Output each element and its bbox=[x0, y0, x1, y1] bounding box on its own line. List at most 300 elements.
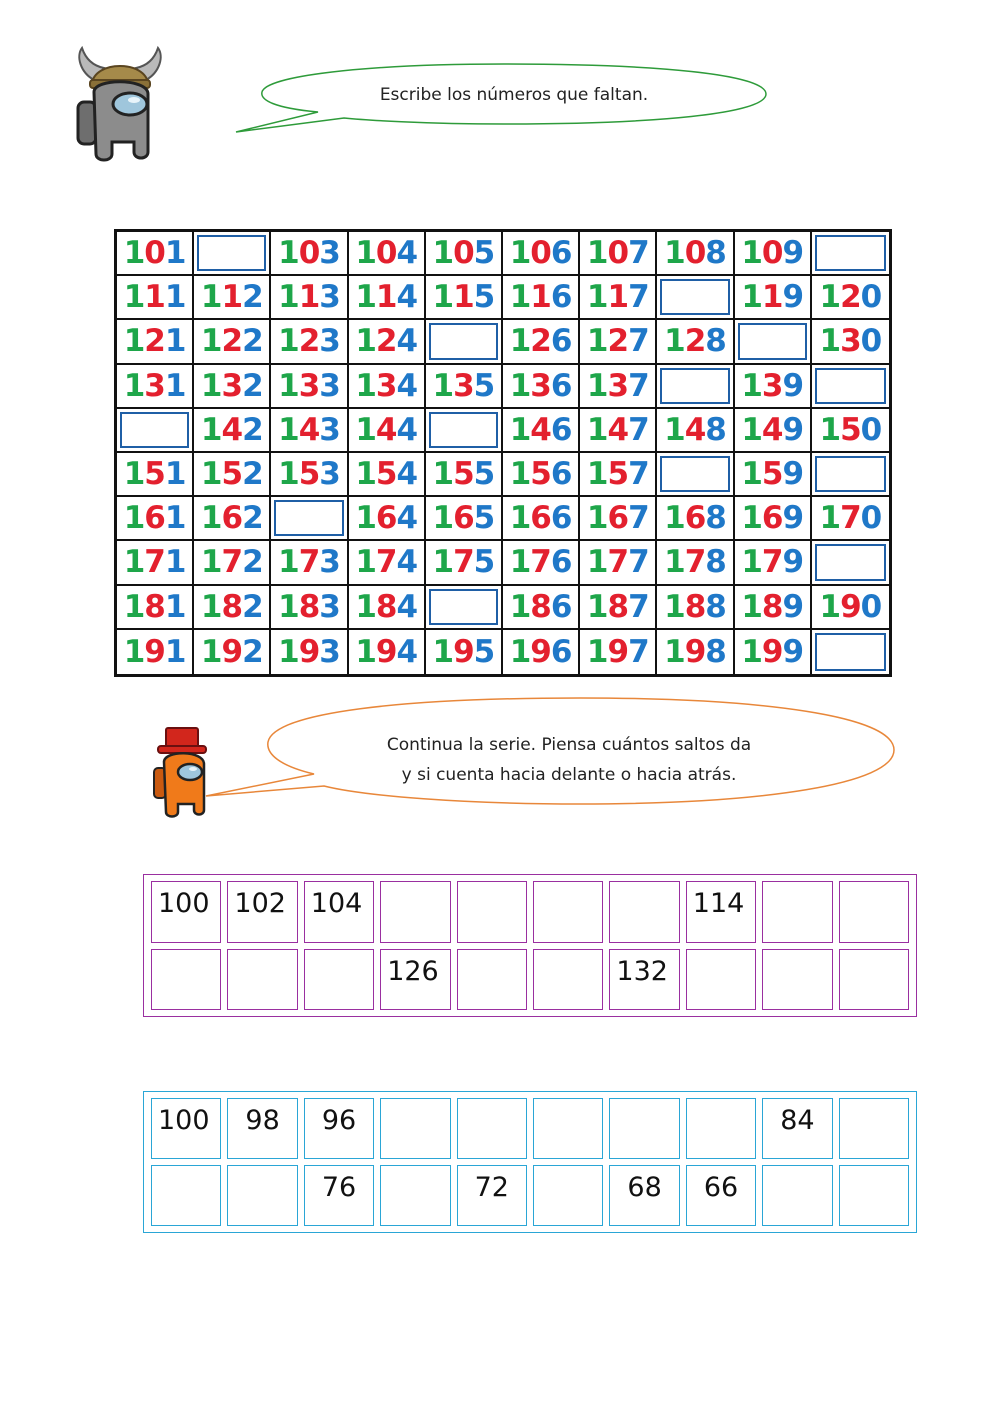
sequence_forward-cell[interactable] bbox=[151, 949, 221, 1011]
grid-digit: 7 bbox=[375, 544, 397, 581]
grid-digit: 1 bbox=[586, 456, 608, 493]
sequence_backward-cell: 100 bbox=[151, 1098, 221, 1159]
grid-digit: 6 bbox=[550, 367, 572, 404]
grid-number-cell bbox=[503, 232, 580, 276]
grid-number-cell bbox=[271, 586, 348, 630]
grid-digit: 0 bbox=[860, 323, 882, 360]
sequence_backward-cell[interactable] bbox=[839, 1165, 909, 1226]
sequence_forward-cell[interactable] bbox=[457, 881, 527, 943]
grid-digit: 1 bbox=[355, 588, 376, 625]
grid-digit: 3 bbox=[607, 367, 629, 404]
grid-digit: 4 bbox=[396, 411, 418, 448]
grid-digit: 1 bbox=[432, 500, 454, 537]
grid-number-cell bbox=[117, 497, 194, 541]
grid-number-cell bbox=[117, 232, 194, 276]
answer-box[interactable] bbox=[815, 368, 886, 404]
grid-digit: 1 bbox=[200, 411, 222, 448]
grid-digit: 1 bbox=[123, 500, 145, 537]
sequence_backward-cell[interactable] bbox=[686, 1098, 756, 1159]
grid-digit: 1 bbox=[586, 235, 608, 272]
sequence_forward-cell[interactable] bbox=[227, 949, 297, 1011]
sequence_forward-cell[interactable] bbox=[839, 949, 909, 1011]
answer-box[interactable] bbox=[815, 633, 886, 671]
grid-digit: 1 bbox=[200, 367, 222, 404]
grid-number-cell bbox=[117, 630, 194, 674]
grid-number-cell bbox=[503, 586, 580, 630]
grid-digit: 2 bbox=[607, 323, 629, 360]
grid-digit: 7 bbox=[530, 544, 551, 581]
answer-box[interactable] bbox=[738, 323, 807, 359]
answer-box[interactable] bbox=[815, 544, 886, 580]
grid-digit: 5 bbox=[473, 235, 495, 272]
grid-digit: 2 bbox=[530, 323, 551, 360]
grid-number-cell bbox=[117, 276, 194, 320]
grid-blank-cell[interactable] bbox=[812, 232, 889, 276]
sequence-backward-table bbox=[143, 1091, 917, 1233]
grid-digit: 2 bbox=[242, 500, 263, 537]
sequence_backward-cell: 98 bbox=[227, 1098, 297, 1159]
grid-number-cell bbox=[503, 453, 580, 497]
grid-digit: 3 bbox=[319, 323, 340, 360]
grid-digit: 1 bbox=[164, 588, 186, 625]
grid-digit: 7 bbox=[628, 279, 649, 316]
grid-digit: 1 bbox=[509, 235, 531, 272]
grid-blank-cell[interactable] bbox=[194, 232, 271, 276]
grid-digit: 9 bbox=[761, 633, 783, 670]
sequence_backward-cell[interactable] bbox=[380, 1098, 450, 1159]
grid-digit: 4 bbox=[396, 456, 418, 493]
grid-number-cell bbox=[271, 365, 348, 409]
grid-digit: 1 bbox=[509, 323, 531, 360]
grid-digit: 6 bbox=[607, 500, 629, 537]
grid-digit: 8 bbox=[705, 544, 726, 581]
grid-digit: 1 bbox=[664, 633, 685, 670]
grid-digit: 1 bbox=[123, 456, 145, 493]
sequence_forward-cell: 102 bbox=[227, 881, 297, 943]
grid-number-cell bbox=[117, 365, 194, 409]
sequence-forward-table bbox=[143, 874, 917, 1017]
grid-digit: 7 bbox=[607, 544, 629, 581]
grid-digit: 1 bbox=[509, 544, 531, 581]
grid-digit: 1 bbox=[586, 411, 608, 448]
instruction-bubble-2 bbox=[204, 696, 896, 808]
grid-digit: 1 bbox=[664, 500, 685, 537]
sequence_forward-cell[interactable] bbox=[609, 881, 679, 943]
answer-box[interactable] bbox=[120, 412, 189, 448]
grid-number-cell bbox=[580, 365, 657, 409]
grid-digit: 5 bbox=[221, 456, 243, 493]
grid-digit: 1 bbox=[453, 279, 474, 316]
grid-digit: 1 bbox=[123, 367, 145, 404]
grid-digit: 1 bbox=[530, 279, 551, 316]
grid-number-cell bbox=[657, 409, 734, 453]
grid-digit: 7 bbox=[761, 544, 783, 581]
grid-blank-cell[interactable] bbox=[426, 409, 503, 453]
grid-number-cell bbox=[349, 320, 426, 364]
grid-digit: 7 bbox=[628, 323, 649, 360]
grid-digit: 3 bbox=[453, 367, 474, 404]
grid-digit: 5 bbox=[298, 456, 320, 493]
grid-digit: 8 bbox=[705, 323, 726, 360]
grid-digit: 1 bbox=[200, 279, 222, 316]
grid-digit: 9 bbox=[782, 456, 804, 493]
grid-digit: 1 bbox=[123, 633, 145, 670]
grid-blank-cell[interactable] bbox=[812, 541, 889, 585]
grid-digit: 1 bbox=[819, 323, 841, 360]
grid-digit: 3 bbox=[144, 367, 165, 404]
grid-digit: 1 bbox=[298, 279, 320, 316]
grid-blank-cell[interactable] bbox=[426, 320, 503, 364]
sequence_forward-cell[interactable] bbox=[686, 949, 756, 1011]
grid-digit: 1 bbox=[586, 367, 608, 404]
grid-digit: 3 bbox=[221, 367, 243, 404]
grid-digit: 2 bbox=[242, 544, 263, 581]
grid-digit: 5 bbox=[530, 456, 551, 493]
sequence_backward-cell: 76 bbox=[304, 1165, 374, 1226]
grid-number-cell bbox=[194, 365, 271, 409]
grid-digit: 0 bbox=[144, 235, 165, 272]
grid-digit: 1 bbox=[741, 411, 762, 448]
grid-number-cell bbox=[271, 232, 348, 276]
grid-number-cell bbox=[580, 276, 657, 320]
grid-digit: 1 bbox=[200, 544, 222, 581]
grid-digit: 9 bbox=[782, 235, 804, 272]
grid-digit: 3 bbox=[298, 367, 320, 404]
grid-blank-cell[interactable] bbox=[657, 365, 734, 409]
grid-digit: 1 bbox=[741, 279, 762, 316]
grid-digit: 0 bbox=[860, 411, 882, 448]
grid-digit: 7 bbox=[628, 235, 649, 272]
grid-digit: 1 bbox=[432, 456, 454, 493]
grid-digit: 6 bbox=[684, 500, 706, 537]
grid-digit: 1 bbox=[509, 500, 531, 537]
grid-number-cell bbox=[735, 586, 812, 630]
grid-digit: 1 bbox=[586, 279, 608, 316]
grid-number-cell bbox=[349, 541, 426, 585]
grid-digit: 1 bbox=[123, 235, 145, 272]
grid-digit: 0 bbox=[453, 235, 474, 272]
grid-digit: 0 bbox=[530, 235, 551, 272]
grid-digit: 6 bbox=[530, 500, 551, 537]
answer-box[interactable] bbox=[274, 500, 343, 536]
grid-number-cell bbox=[349, 453, 426, 497]
grid-digit: 7 bbox=[144, 544, 165, 581]
answer-box[interactable] bbox=[815, 456, 886, 492]
sequence_backward-cell[interactable] bbox=[609, 1098, 679, 1159]
grid-digit: 6 bbox=[550, 235, 572, 272]
sequence_backward-cell[interactable] bbox=[457, 1098, 527, 1159]
sequence_forward-cell[interactable] bbox=[380, 881, 450, 943]
grid-digit: 1 bbox=[432, 279, 454, 316]
grid-digit: 1 bbox=[741, 456, 762, 493]
grid-digit: 2 bbox=[242, 367, 263, 404]
grid-digit: 3 bbox=[761, 367, 783, 404]
grid-digit: 1 bbox=[123, 588, 145, 625]
grid-digit: 2 bbox=[840, 279, 861, 316]
grid-digit: 3 bbox=[319, 544, 340, 581]
grid-digit: 7 bbox=[453, 544, 474, 581]
grid-number-cell bbox=[426, 541, 503, 585]
grid-digit: 1 bbox=[355, 323, 376, 360]
sequence_backward-cell[interactable] bbox=[533, 1165, 603, 1226]
grid-number-cell bbox=[657, 497, 734, 541]
grid-digit: 1 bbox=[123, 544, 145, 581]
grid-number-cell bbox=[426, 453, 503, 497]
sequence_forward-cell: 100 bbox=[151, 881, 221, 943]
grid-digit: 4 bbox=[396, 367, 418, 404]
grid-digit: 9 bbox=[782, 279, 804, 316]
grid-number-cell bbox=[271, 276, 348, 320]
grid-digit: 9 bbox=[144, 633, 165, 670]
grid-digit: 6 bbox=[550, 544, 572, 581]
sequence_forward-cell[interactable] bbox=[533, 949, 603, 1011]
grid-digit: 1 bbox=[664, 588, 685, 625]
answer-box[interactable] bbox=[660, 456, 729, 492]
grid-number-cell bbox=[194, 409, 271, 453]
grid-number-cell bbox=[580, 320, 657, 364]
grid-digit: 1 bbox=[164, 544, 186, 581]
grid-digit: 9 bbox=[298, 633, 320, 670]
answer-box[interactable] bbox=[429, 323, 498, 359]
grid-digit: 1 bbox=[278, 323, 299, 360]
grid-digit: 4 bbox=[396, 500, 418, 537]
sequence_backward-cell[interactable] bbox=[151, 1165, 221, 1226]
grid-blank-cell[interactable] bbox=[657, 453, 734, 497]
answer-box[interactable] bbox=[429, 412, 498, 448]
sequence_forward-cell[interactable] bbox=[533, 881, 603, 943]
grid-digit: 2 bbox=[684, 323, 706, 360]
answer-box[interactable] bbox=[429, 589, 498, 625]
grid-digit: 8 bbox=[221, 588, 243, 625]
grid-digit: 2 bbox=[242, 588, 263, 625]
grid-number-cell bbox=[503, 276, 580, 320]
grid-number-cell bbox=[812, 276, 889, 320]
instruction-text-2 bbox=[334, 730, 804, 790]
grid-digit: 8 bbox=[705, 500, 726, 537]
grid-digit: 2 bbox=[242, 279, 263, 316]
grid-number-cell bbox=[194, 320, 271, 364]
grid-digit: 6 bbox=[550, 411, 572, 448]
grid-digit: 5 bbox=[453, 456, 474, 493]
grid-digit: 1 bbox=[664, 411, 685, 448]
grid-digit: 9 bbox=[453, 633, 474, 670]
grid-digit: 1 bbox=[278, 279, 299, 316]
grid-digit: 1 bbox=[164, 323, 186, 360]
grid-number-cell bbox=[271, 453, 348, 497]
grid-number-cell bbox=[735, 276, 812, 320]
grid-blank-cell[interactable] bbox=[117, 409, 194, 453]
grid-digit: 6 bbox=[550, 633, 572, 670]
grid-digit: 9 bbox=[840, 588, 861, 625]
grid-number-cell bbox=[271, 630, 348, 674]
grid-digit: 0 bbox=[860, 500, 882, 537]
sequence_backward-cell[interactable] bbox=[762, 1165, 832, 1226]
grid-digit: 6 bbox=[550, 279, 572, 316]
grid-digit: 8 bbox=[705, 411, 726, 448]
grid-blank-cell[interactable] bbox=[271, 497, 348, 541]
grid-number-cell bbox=[735, 409, 812, 453]
grid-number-cell bbox=[503, 365, 580, 409]
sequence_forward-cell: 132 bbox=[609, 949, 679, 1011]
grid-digit: 1 bbox=[123, 279, 145, 316]
sequence_backward-cell[interactable] bbox=[227, 1165, 297, 1226]
grid-digit: 0 bbox=[298, 235, 320, 272]
grid-digit: 1 bbox=[355, 367, 376, 404]
grid-digit: 2 bbox=[242, 411, 263, 448]
grid-digit: 7 bbox=[628, 500, 649, 537]
grid-digit: 1 bbox=[586, 323, 608, 360]
grid-digit: 1 bbox=[586, 544, 608, 581]
grid-digit: 1 bbox=[123, 323, 145, 360]
grid-digit: 5 bbox=[144, 456, 165, 493]
grid-number-cell bbox=[349, 586, 426, 630]
answer-box[interactable] bbox=[197, 235, 266, 271]
grid-digit: 1 bbox=[509, 411, 531, 448]
grid-digit: 1 bbox=[664, 544, 685, 581]
grid-digit: 9 bbox=[782, 500, 804, 537]
grid-digit: 1 bbox=[607, 279, 629, 316]
grid-digit: 8 bbox=[705, 588, 726, 625]
grid-digit: 1 bbox=[355, 633, 376, 670]
grid-blank-cell[interactable] bbox=[426, 586, 503, 630]
grid-digit: 5 bbox=[473, 544, 495, 581]
grid-digit: 1 bbox=[509, 633, 531, 670]
grid-digit: 7 bbox=[298, 544, 320, 581]
sequence_backward-cell: 72 bbox=[457, 1165, 527, 1226]
sequence_forward-cell[interactable] bbox=[762, 949, 832, 1011]
answer-box[interactable] bbox=[815, 235, 886, 271]
grid-digit: 7 bbox=[221, 544, 243, 581]
grid-blank-cell[interactable] bbox=[812, 365, 889, 409]
grid-digit: 1 bbox=[586, 500, 608, 537]
grid-digit: 5 bbox=[607, 456, 629, 493]
grid-blank-cell[interactable] bbox=[735, 320, 812, 364]
grid-digit: 1 bbox=[200, 633, 222, 670]
grid-number-cell bbox=[349, 630, 426, 674]
grid-number-cell bbox=[503, 320, 580, 364]
grid-number-cell bbox=[117, 541, 194, 585]
grid-digit: 8 bbox=[144, 588, 165, 625]
answer-box[interactable] bbox=[660, 279, 729, 315]
grid-digit: 1 bbox=[355, 456, 376, 493]
grid-number-cell bbox=[426, 365, 503, 409]
grid-digit: 5 bbox=[473, 456, 495, 493]
sequence_backward-cell[interactable] bbox=[533, 1098, 603, 1159]
grid-digit: 8 bbox=[607, 588, 629, 625]
grid-digit: 1 bbox=[741, 235, 762, 272]
grid-digit: 1 bbox=[355, 279, 376, 316]
grid-digit: 1 bbox=[664, 323, 685, 360]
grid-digit: 1 bbox=[586, 588, 608, 625]
grid-number-cell bbox=[657, 320, 734, 364]
grid-number-cell bbox=[426, 232, 503, 276]
grid-digit: 5 bbox=[761, 456, 783, 493]
grid-blank-cell[interactable] bbox=[812, 630, 889, 674]
grid-number-cell bbox=[735, 232, 812, 276]
grid-digit: 1 bbox=[278, 411, 299, 448]
grid-digit: 3 bbox=[319, 588, 340, 625]
sequence_backward-cell: 68 bbox=[609, 1165, 679, 1226]
grid-digit: 4 bbox=[396, 544, 418, 581]
grid-digit: 1 bbox=[355, 500, 376, 537]
grid-digit: 1 bbox=[741, 588, 762, 625]
grid-number-cell bbox=[735, 453, 812, 497]
grid-digit: 6 bbox=[221, 500, 243, 537]
sequence_forward-cell[interactable] bbox=[839, 881, 909, 943]
grid-digit: 1 bbox=[355, 235, 376, 272]
grid-digit: 5 bbox=[473, 633, 495, 670]
grid-digit: 1 bbox=[164, 456, 186, 493]
grid-digit: 1 bbox=[432, 235, 454, 272]
grid-number-cell bbox=[580, 497, 657, 541]
grid-digit: 6 bbox=[550, 456, 572, 493]
grid-number-cell bbox=[117, 586, 194, 630]
grid-digit: 4 bbox=[684, 411, 706, 448]
grid-digit: 6 bbox=[550, 323, 572, 360]
grid-blank-cell[interactable] bbox=[657, 276, 734, 320]
grid-digit: 1 bbox=[741, 500, 762, 537]
grid-number-cell bbox=[117, 320, 194, 364]
sequence_forward-cell[interactable] bbox=[304, 949, 374, 1011]
grid-digit: 1 bbox=[355, 411, 376, 448]
grid-digit: 7 bbox=[628, 544, 649, 581]
answer-box[interactable] bbox=[660, 368, 729, 404]
grid-number-cell bbox=[271, 409, 348, 453]
grid-digit: 2 bbox=[375, 323, 397, 360]
sequence_forward-cell[interactable] bbox=[457, 949, 527, 1011]
sequence_forward-cell: 114 bbox=[686, 881, 756, 943]
grid-digit: 3 bbox=[375, 367, 397, 404]
grid-digit: 1 bbox=[278, 367, 299, 404]
grid-digit: 5 bbox=[473, 500, 495, 537]
sequence_backward-cell[interactable] bbox=[839, 1098, 909, 1159]
grid-digit: 3 bbox=[530, 367, 551, 404]
sequence_backward-cell[interactable] bbox=[380, 1165, 450, 1226]
grid-number-cell bbox=[349, 497, 426, 541]
grid-digit: 1 bbox=[278, 544, 299, 581]
grid-number-cell bbox=[503, 409, 580, 453]
grid-digit: 4 bbox=[530, 411, 551, 448]
grid-digit: 4 bbox=[396, 588, 418, 625]
grid-number-cell bbox=[657, 586, 734, 630]
grid-number-cell bbox=[657, 630, 734, 674]
grid-digit: 0 bbox=[375, 235, 397, 272]
grid-number-cell bbox=[812, 320, 889, 364]
grid-digit: 3 bbox=[840, 323, 861, 360]
grid-digit: 1 bbox=[741, 544, 762, 581]
instruction-line-1: Continua la serie. Piensa cuántos saltos da bbox=[386, 735, 752, 755]
sequence_forward-cell[interactable] bbox=[762, 881, 832, 943]
grid-digit: 1 bbox=[278, 235, 299, 272]
grid-number-cell bbox=[735, 630, 812, 674]
grid-digit: 1 bbox=[164, 235, 186, 272]
grid-blank-cell[interactable] bbox=[812, 453, 889, 497]
grid-digit: 3 bbox=[319, 367, 340, 404]
grid-digit: 1 bbox=[819, 411, 841, 448]
grid-digit: 4 bbox=[221, 411, 243, 448]
grid-digit: 7 bbox=[628, 633, 649, 670]
grid-digit: 6 bbox=[453, 500, 474, 537]
grid-digit: 1 bbox=[200, 588, 222, 625]
grid-digit: 9 bbox=[684, 633, 706, 670]
grid-number-cell bbox=[580, 630, 657, 674]
grid-digit: 4 bbox=[761, 411, 783, 448]
grid-digit: 2 bbox=[144, 323, 165, 360]
grid-digit: 4 bbox=[396, 323, 418, 360]
grid-digit: 7 bbox=[628, 456, 649, 493]
grid-digit: 5 bbox=[473, 367, 495, 404]
grid-number-cell bbox=[271, 541, 348, 585]
